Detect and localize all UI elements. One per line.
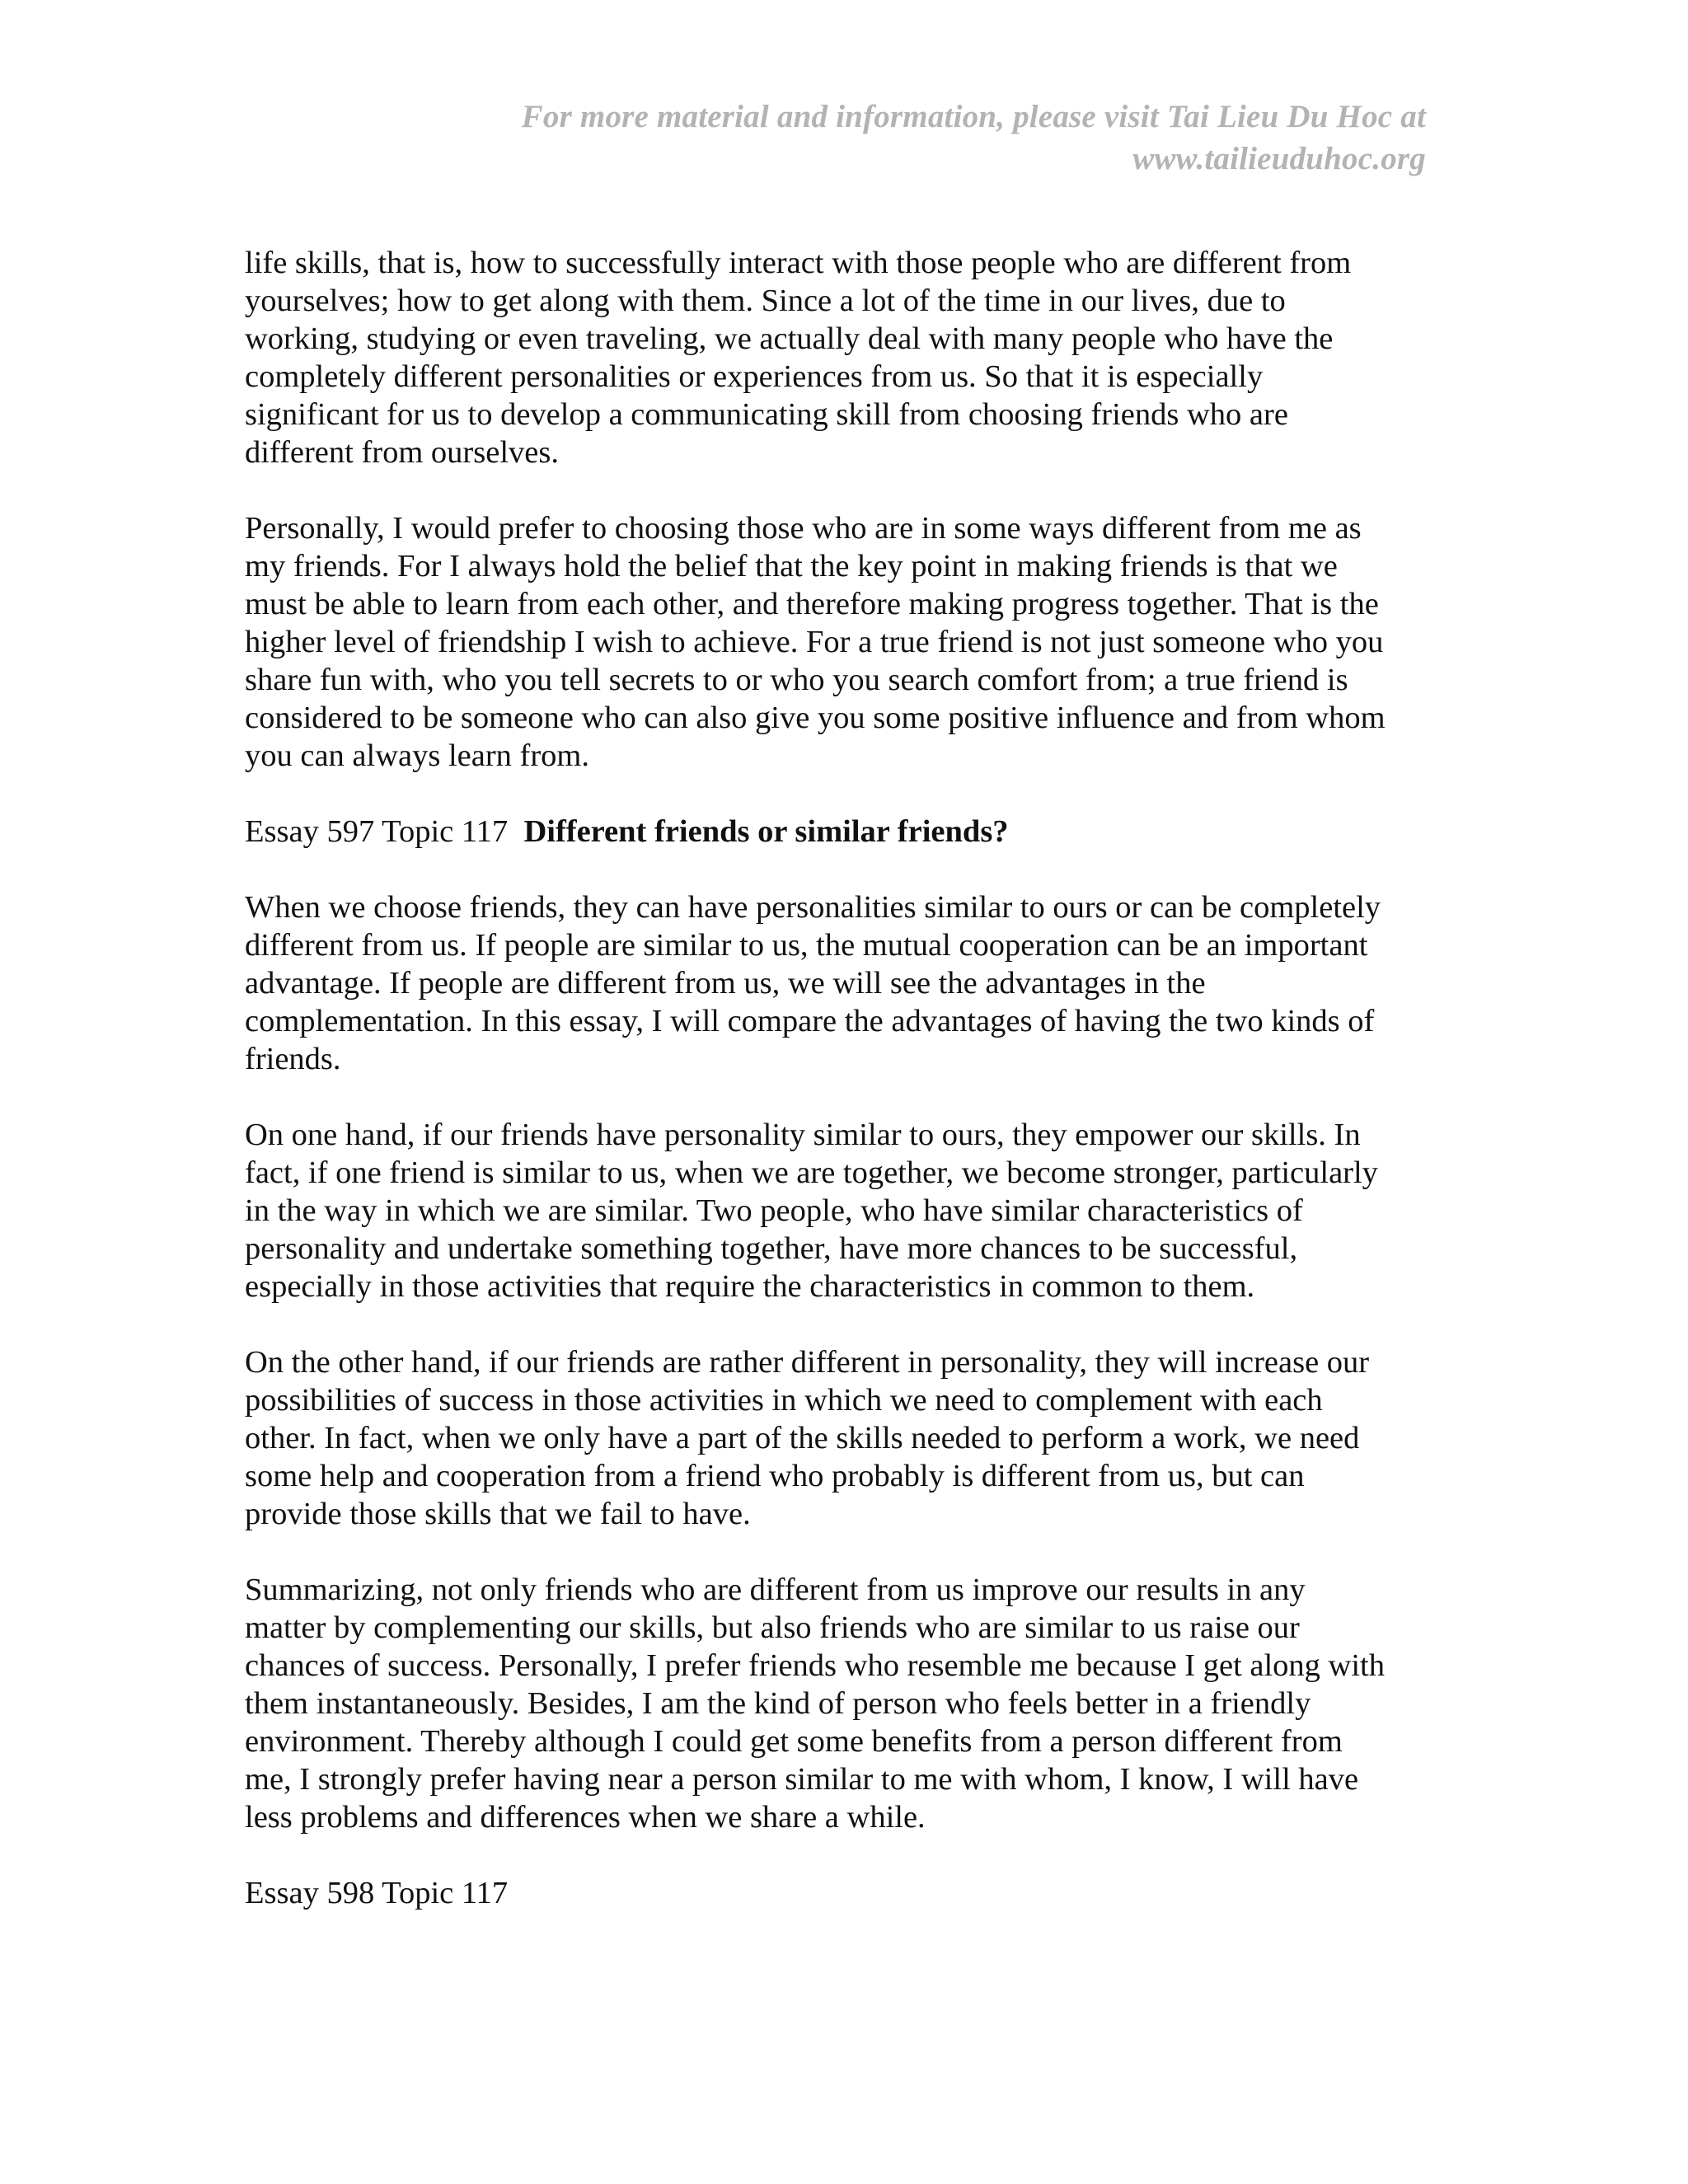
text-line: advantage. If people are different from us, we will see the advantages in the — [245, 966, 1206, 1001]
text-line: provide those skills that we fail to have. — [245, 1497, 751, 1531]
text-line: On the other hand, if our friends are rather different in personality, they will increase our — [245, 1345, 1370, 1380]
text-line: significant for us to develop a communicating skill from choosing friends who are — [245, 397, 1288, 432]
essay-597-paragraph-one-hand — [245, 1116, 1448, 1305]
text-line: higher level of friendship I wish to achieve. For a true friend is not just someone who you — [245, 625, 1384, 659]
essay-598-label: Essay 598 Topic 117 — [245, 1876, 509, 1910]
text-line: friends. — [245, 1042, 341, 1076]
essay-597-label: Essay 597 Topic 117 — [245, 814, 509, 849]
text-line: me, I strongly prefer having near a person similar to me with whom, I know, I will have — [245, 1762, 1359, 1797]
essay-597-heading — [245, 813, 1448, 851]
text-line: completely different personalities or experiences from us. So that it is especially — [245, 359, 1264, 394]
text-line: must be able to learn from each other, and therefore making progress together. That is the — [245, 587, 1379, 621]
text-line: in the way in which we are similar. Two people, who have similar characteristics of — [245, 1193, 1303, 1228]
watermark-line-2: www.tailieuduhoc.org — [1132, 141, 1426, 176]
text-line: life skills, that is, how to successfully interact with those people who are different from — [245, 246, 1352, 280]
essay-597-title: Different friends or similar friends? — [523, 814, 1009, 849]
text-line: some help and cooperation from a friend who probably is different from us, but can — [245, 1459, 1305, 1493]
essay-597-paragraph-intro — [245, 888, 1448, 1078]
watermark-header — [272, 96, 1426, 180]
text-line: possibilities of success in those activities in which we need to complement with each — [245, 1383, 1323, 1418]
text-line: less problems and differences when we share a while. — [245, 1800, 926, 1835]
text-line: chances of success. Personally, I prefer friends who resemble me because I get along with — [245, 1648, 1385, 1683]
text-line: Summarizing, not only friends who are different from us improve our results in any — [245, 1572, 1306, 1607]
text-line: especially in those activities that require the characteristics in common to them. — [245, 1269, 1255, 1304]
text-line: yourselves; how to get along with them. Since a lot of the time in our lives, due to — [245, 284, 1286, 318]
text-line: personality and undertake something together, have more chances to be successful, — [245, 1231, 1298, 1266]
text-line: matter by complementing our skills, but also friends who are similar to us raise our — [245, 1610, 1300, 1645]
text-line: different from ourselves. — [245, 435, 559, 470]
text-line: Personally, I would prefer to choosing those who are in some ways different from me as — [245, 511, 1362, 546]
paragraph-personally-different — [245, 509, 1448, 775]
essay-597-paragraph-other-hand — [245, 1343, 1448, 1533]
text-line: On one hand, if our friends have personality similar to ours, they empower our skills. In — [245, 1118, 1361, 1152]
essay-597-paragraph-summary — [245, 1571, 1448, 1836]
text-line: different from us. If people are similar to us, the mutual cooperation can be an important — [245, 928, 1368, 963]
watermark-line-1: For more material and information, please visit Tai Lieu Du Hoc at — [521, 99, 1426, 134]
text-line: When we choose friends, they can have personalities similar to ours or can be completely — [245, 890, 1381, 925]
text-line: complementation. In this essay, I will compare the advantages of having the two kinds of — [245, 1004, 1375, 1038]
essay-598-heading — [245, 1874, 1448, 1912]
text-line: my friends. For I always hold the belief that the key point in making friends is that we — [245, 549, 1338, 583]
text-line: them instantaneously. Besides, I am the kind of person who feels better in a friendly — [245, 1686, 1311, 1721]
text-line: share fun with, who you tell secrets to or who you search comfort from; a true friend is — [245, 663, 1348, 697]
text-line: fact, if one friend is similar to us, when we are together, we become stronger, particularly — [245, 1155, 1378, 1190]
text-line: you can always learn from. — [245, 738, 589, 773]
document-body — [245, 244, 1448, 1950]
text-line: other. In fact, when we only have a part of the skills needed to perform a work, we need — [245, 1421, 1360, 1455]
text-line: working, studying or even traveling, we actually deal with many people who have the — [245, 321, 1334, 356]
text-line: environment. Thereby although I could get some benefits from a person different from — [245, 1724, 1343, 1759]
paragraph-life-skills — [245, 244, 1448, 471]
text-line: considered to be someone who can also give you some positive influence and from whom — [245, 701, 1386, 735]
